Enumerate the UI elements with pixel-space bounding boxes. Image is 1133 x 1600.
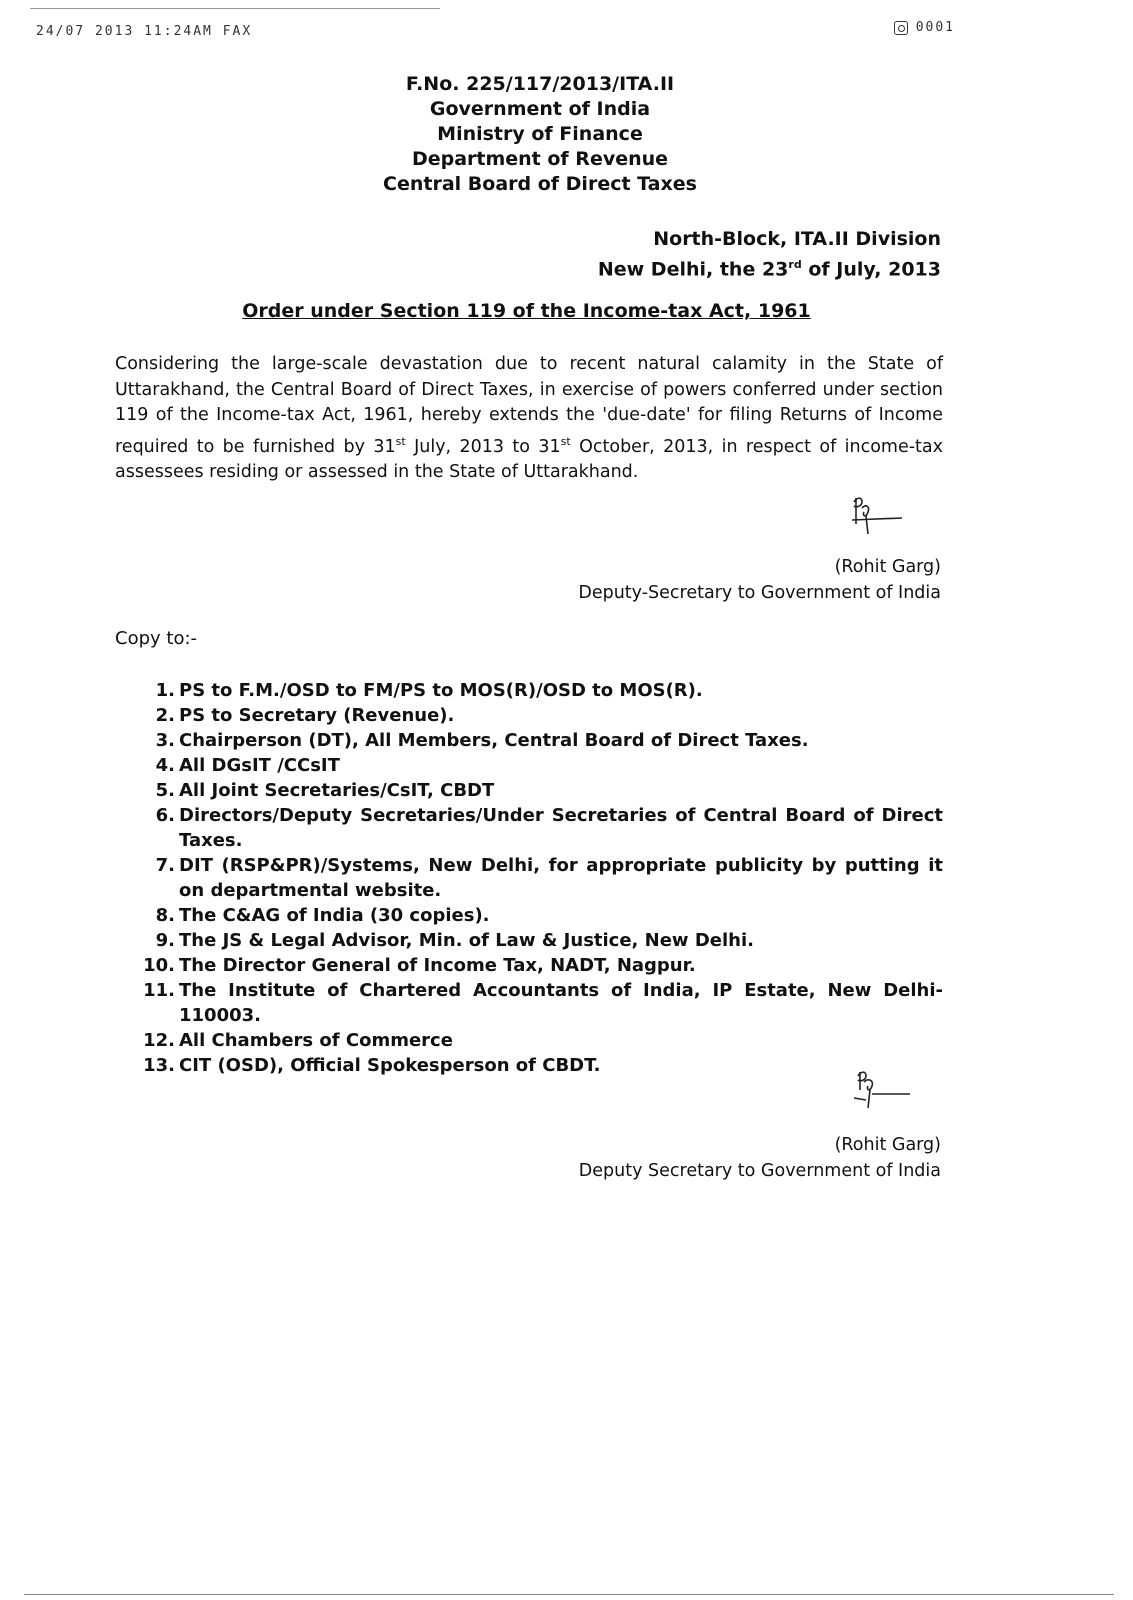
copy-list-text: Directors/Deputy Secretaries/Under Secretaries of Central Board of Direct Taxes. bbox=[179, 805, 943, 851]
copy-list-item bbox=[115, 803, 943, 853]
date-ordinal: rd bbox=[788, 258, 802, 271]
order-body bbox=[115, 352, 943, 485]
document-heading bbox=[340, 72, 740, 197]
copy-to-label: Copy to:- bbox=[115, 628, 198, 649]
copy-list-item bbox=[115, 728, 943, 753]
fax-page-number bbox=[894, 20, 955, 35]
copy-list-item bbox=[115, 903, 943, 928]
fax-top-rule bbox=[30, 8, 440, 9]
copy-list-item bbox=[115, 978, 943, 1028]
copy-list-item bbox=[115, 1028, 943, 1053]
fax-page-number-text: 0001 bbox=[915, 20, 955, 35]
copy-list-number: 6. bbox=[155, 805, 175, 826]
copy-list-text: PS to F.M./OSD to FM/PS to MOS(R)/OSD to MOS(R). bbox=[179, 680, 703, 701]
date-prefix: New Delhi, the 23 bbox=[597, 258, 789, 281]
copy-list-number: 5. bbox=[155, 780, 175, 801]
copy-list-number: 4. bbox=[155, 755, 175, 776]
copy-list-item bbox=[115, 753, 943, 778]
copy-list-text: CIT (OSD), Official Spokesperson of CBDT. bbox=[179, 1055, 601, 1076]
copy-list-number: 1. bbox=[155, 680, 175, 701]
copy-list-text: The Institute of Chartered Accountants of India, IP Estate, New Delhi-110003. bbox=[179, 980, 943, 1026]
copy-list-number: 10. bbox=[143, 955, 175, 976]
copy-list-text: PS to Secretary (Revenue). bbox=[179, 705, 455, 726]
copy-list-number: 12. bbox=[143, 1030, 175, 1051]
copy-list-item bbox=[115, 953, 943, 978]
date-line bbox=[598, 252, 941, 282]
copy-list-number: 7. bbox=[155, 855, 175, 876]
copy-list-text: All Joint Secretaries/CsIT, CBDT bbox=[179, 780, 495, 801]
date-rest: of July, 2013 bbox=[801, 258, 941, 281]
signatory-name: (Rohit Garg) bbox=[834, 1135, 941, 1155]
copy-list-item bbox=[115, 703, 943, 728]
copy-list-text: The JS & Legal Advisor, Min. of Law & Justice, New Delhi. bbox=[179, 930, 754, 951]
copy-list-number: 3. bbox=[155, 730, 175, 751]
place-date-block bbox=[598, 226, 941, 282]
signatory-name: (Rohit Garg) bbox=[834, 557, 941, 577]
fax-bottom-rule bbox=[24, 1594, 1114, 1595]
copy-list-text: The Director General of Income Tax, NADT, Nagpur. bbox=[179, 955, 696, 976]
fax-page-icon bbox=[894, 21, 908, 35]
copy-list-number: 2. bbox=[155, 705, 175, 726]
place-line: North-Block, ITA.II Division bbox=[653, 228, 941, 250]
copy-list-text: All DGsIT /CCsIT bbox=[179, 755, 340, 776]
copy-list-number: 9. bbox=[155, 930, 175, 951]
copy-list-number: 11. bbox=[143, 980, 175, 1001]
copy-list-number: 13. bbox=[143, 1055, 175, 1076]
file-number: F.No. 225/117/2013/ITA.II bbox=[405, 73, 675, 95]
body-sup-2: st bbox=[560, 434, 571, 448]
signatory-block-1 bbox=[578, 554, 941, 606]
copy-list-text: Chairperson (DT), All Members, Central Board of Direct Taxes. bbox=[179, 730, 809, 751]
fax-header: 24/07 2013 11:24AM FAX bbox=[36, 24, 253, 39]
signatory-designation: Deputy-Secretary to Government of India bbox=[578, 583, 941, 603]
government-line: Government of India bbox=[429, 98, 651, 120]
department-line: Department of Revenue bbox=[411, 148, 669, 170]
copy-list-item bbox=[115, 778, 943, 803]
signatory-block-2 bbox=[579, 1132, 941, 1184]
body-part-3: October, 2013, in respect of income-tax assessees residing or assessed in the State of Uttarakhand. bbox=[115, 436, 943, 482]
copy-list-item bbox=[115, 678, 943, 703]
copy-list-item bbox=[115, 853, 943, 903]
board-line: Central Board of Direct Taxes bbox=[383, 173, 697, 195]
copy-list-text: All Chambers of Commerce bbox=[179, 1030, 453, 1051]
copy-list-item bbox=[115, 928, 943, 953]
body-part-2: July, 2013 to 31 bbox=[405, 436, 561, 457]
order-title: Order under Section 119 of the Income-tax Act, 1961 bbox=[242, 300, 811, 322]
copy-list-item bbox=[115, 1053, 943, 1078]
copy-list-text: DIT (RSP&PR)/Systems, New Delhi, for appropriate publicity by putting it on departmental website. bbox=[179, 855, 943, 901]
signature-2 bbox=[852, 1068, 914, 1112]
copy-list bbox=[115, 678, 943, 1078]
copy-list-text: The C&AG of India (30 copies). bbox=[179, 905, 490, 926]
signatory-designation: Deputy Secretary to Government of India bbox=[578, 1161, 941, 1181]
body-part-1: Considering the large-scale devastation due to recent natural calamity in the State of Uttarakhand, the Central Board of Direct Taxes, in exercise of powers conferred under section 119 of the Income-tax Act, 1961, hereby extends the 'due-date' for filing Returns of Income required to be furnished by 31 bbox=[115, 354, 943, 457]
copy-list-number: 8. bbox=[155, 905, 175, 926]
ministry-line: Ministry of Finance bbox=[437, 123, 643, 145]
body-sup-1: st bbox=[395, 434, 406, 448]
signature-1 bbox=[848, 494, 908, 538]
